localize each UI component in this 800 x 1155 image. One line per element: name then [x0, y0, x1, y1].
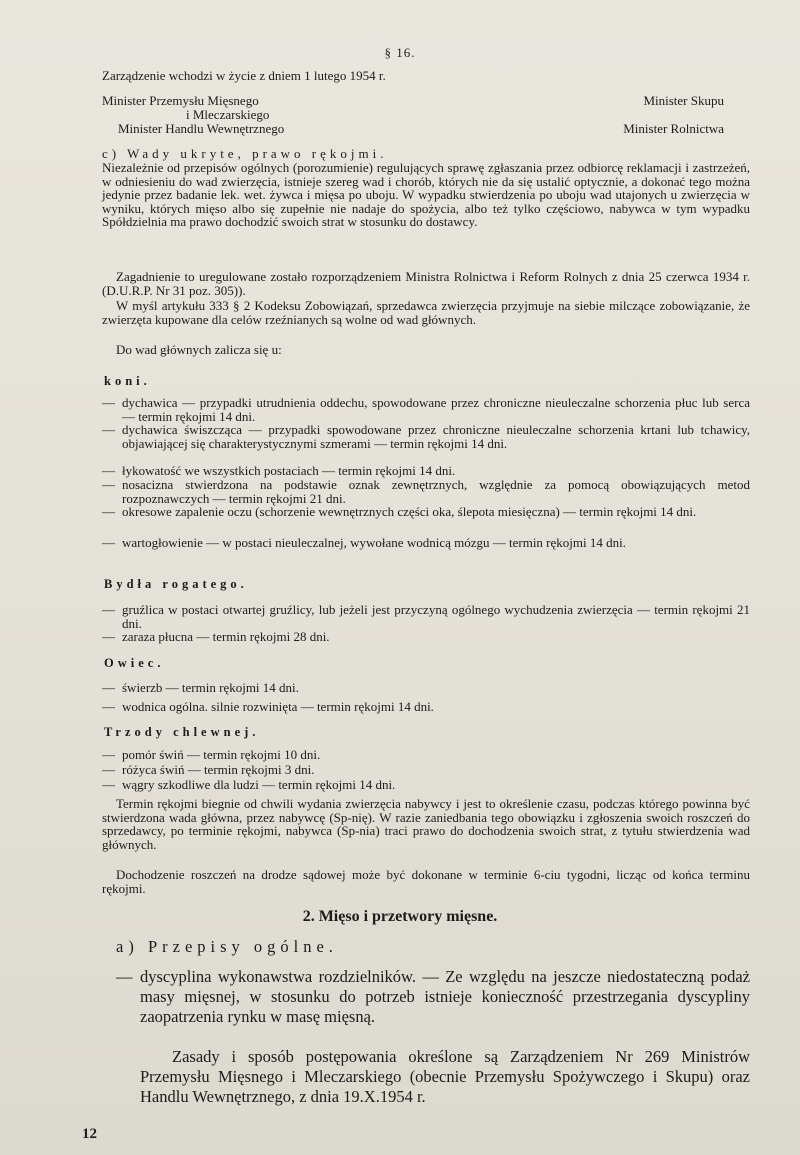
cattle-item-2	[102, 630, 750, 644]
signature-right-2: Minister Rolnictwa	[623, 121, 724, 136]
dash: —	[102, 463, 115, 478]
main-defects-intro: Do wad głównych zalicza się u:	[116, 342, 282, 357]
hidden-defects-heading: c) Wady ukryte, prawo rękojmi.	[102, 146, 388, 161]
hidden-defects-paragraph-2: Zagadnienie to uregulowane zostało rozporządzeniem Ministra Rolnictwa i Reform Rolnych z dnia 25 czerwca 1934 r. (D.U.R.P. Nr 31 poz. 305)).	[102, 269, 750, 298]
dash: —	[102, 747, 115, 762]
dash: —	[102, 535, 115, 550]
section-number: § 16.	[384, 45, 416, 60]
horses-item-6	[102, 536, 750, 550]
item-text: dychawica świszcząca — przypadki spowodowane przez chroniczne nieuleczalne schorzenia krtani lub tchawicy, objawiającej się charakterystycznymi szmerami — termin rękojmi 14 dni.	[122, 422, 750, 451]
horses-item-2	[102, 423, 750, 450]
dash: —	[102, 777, 115, 792]
dash: —	[102, 762, 115, 777]
dash: —	[102, 629, 115, 644]
dash: —	[102, 602, 115, 617]
cattle-item-1	[102, 603, 750, 630]
dash: —	[102, 504, 115, 519]
warranty-term-paragraph: Termin rękojmi biegnie od chwili wydania zwierzęcia nabywcy i jest to określenie czasu, podczas którego powinna być stwierdzona wada główna, przez nabywcę (Sp-nię). W razie zaniedbania tego obowiązku i zgłoszenia swoich roszczeń do sprzedawcy, po terminie rękojmi, nabywca (Sp-nia) traci prawo do dochodzenia swoich strat, z tytułu stwierdzenia wad głównych.	[102, 796, 750, 852]
item-text: okresowe zapalenie oczu (schorzenie wewnętrznych części oka, ślepota miesięczna) — termin rękojmi 14 dni.	[122, 504, 697, 519]
horses-heading: koni.	[104, 374, 151, 388]
pigs-item-3	[102, 778, 750, 792]
dash: —	[102, 422, 115, 437]
page-number: 12	[82, 1126, 97, 1142]
dash: —	[102, 395, 115, 410]
item-text: wągry szkodliwe dla ludzi — termin rękojmi 14 dni.	[122, 777, 396, 792]
dash: —	[102, 699, 115, 714]
dash: —	[102, 680, 115, 695]
item-text: gruźlica w postaci otwartej gruźlicy, lub jeżeli jest przyczyną ogólnego wychudzenia zwierzęcia — termin rękojmi 21 dni.	[122, 602, 750, 631]
pigs-item-2	[102, 763, 750, 777]
signature-right-1: Minister Skupu	[643, 93, 724, 108]
dash: —	[116, 967, 133, 986]
hidden-defects-paragraph-1: Niezależnie od przepisów ogólnych (porozumienie) regulujących sprawę zgłaszania przez odbiorcę reklamacji i zastrzeżeń, w odniesieniu do wad zwierzęcia, istnieje szereg wad i chorób, których nie da się ustalić optycznie, a dokonać tego można jedynie przez badanie lek. wet. żywca i mięsa po uboju. W wypadku stwierdzenia po uboju wad utajonych u zwierzęcia w wyniku, których mięso albo się zupełnie nie nadaje do spożycia, albo też tylko częściowo, nabywca w tym wypadku Spółdzielnia ma prawo dochodzić swoich strat w stosunku do dostawcy.	[102, 160, 750, 229]
pigs-item-1	[102, 748, 750, 762]
item-text: nosacizna stwierdzona na podstawie oznak zewnętrznych, względnie za pomocą obowiązujących metod rozpoznawczych — termin rękojmi 21 dni.	[122, 477, 750, 506]
court-claims-paragraph: Dochodzenie roszczeń na drodze sądowej może być dokonane w terminie 6-ciu tygodni, licząc od końca terminu rękojmi.	[102, 867, 750, 896]
item-text: pomór świń — termin rękojmi 10 dni.	[122, 747, 321, 762]
item-text: dychawica — przypadki utrudnienia oddechu, spowodowane przez chroniczne nieuleczalne schorzenia płuc lub serca — termin rękojmi 14 dni.	[122, 395, 750, 424]
item-text: różyca świń — termin rękojmi 3 dni.	[122, 762, 315, 777]
item-text: wodnica ogólna. silnie rozwinięta — termin rękojmi 14 dni.	[122, 699, 434, 714]
signature-left-2: i Mleczarskiego	[186, 107, 270, 122]
horses-item-1	[102, 396, 750, 423]
discipline-item	[116, 967, 750, 1027]
item-text: zaraza płucna — termin rękojmi 28 dni.	[122, 629, 330, 644]
meat-section-title: 2. Mięso i przetwory mięsne.	[302, 908, 498, 925]
signature-left-1: Minister Przemysłu Mięsnego	[102, 93, 259, 108]
horses-item-4	[102, 478, 750, 505]
item-text: łykowatość we wszystkich postaciach — termin rękojmi 14 dni.	[122, 463, 456, 478]
rules-paragraph: Zasady i sposób postępowania określone są Zarządzeniem Nr 269 Ministrów Przemysłu Mięsnego i Mleczarskiego (obecnie Przemysłu Spożywczego i Skupu) oraz Handlu Wewnętrznego, z dnia 19.X.1954 r.	[140, 1047, 750, 1106]
item-text: dyscyplina wykonawstwa rozdzielników. — Ze względu na jeszcze niedostateczną podaż masy mięsnej, w stosunku do potrzeb istnieje konieczność przestrzegania dyscypliny zaopatrzenia rynku w masę mięsną.	[140, 967, 750, 1026]
horses-item-3	[102, 464, 750, 478]
cattle-heading: Bydła rogatego.	[104, 577, 248, 591]
item-text: świerzb — termin rękojmi 14 dni.	[122, 680, 299, 695]
pigs-heading: Trzody chlewnej.	[104, 725, 260, 739]
general-rules-heading: a) Przepisy ogólne.	[116, 937, 338, 956]
horses-item-5	[102, 505, 750, 519]
signature-left-3: Minister Handlu Wewnętrznego	[118, 121, 285, 136]
sheep-item-1	[102, 681, 750, 695]
sheep-heading: Owiec.	[104, 656, 165, 670]
item-text: wartogłowienie — w postaci nieuleczalnej, wywołane wodnicą mózgu — termin rękojmi 14 dni.	[122, 535, 626, 550]
hidden-defects-paragraph-3: W myśl artykułu 333 § 2 Kodeksu Zobowiązań, sprzedawca zwierzęcia przyjmuje na siebie milczące zobowiązanie, że zwierzęta kupowane dla celów rzeźnianych są wolne od wad głównych.	[102, 298, 750, 327]
effective-date-line: Zarządzenie wchodzi w życie z dniem 1 lutego 1954 r.	[102, 68, 386, 83]
sheep-item-2	[102, 700, 750, 714]
dash: —	[102, 477, 115, 492]
